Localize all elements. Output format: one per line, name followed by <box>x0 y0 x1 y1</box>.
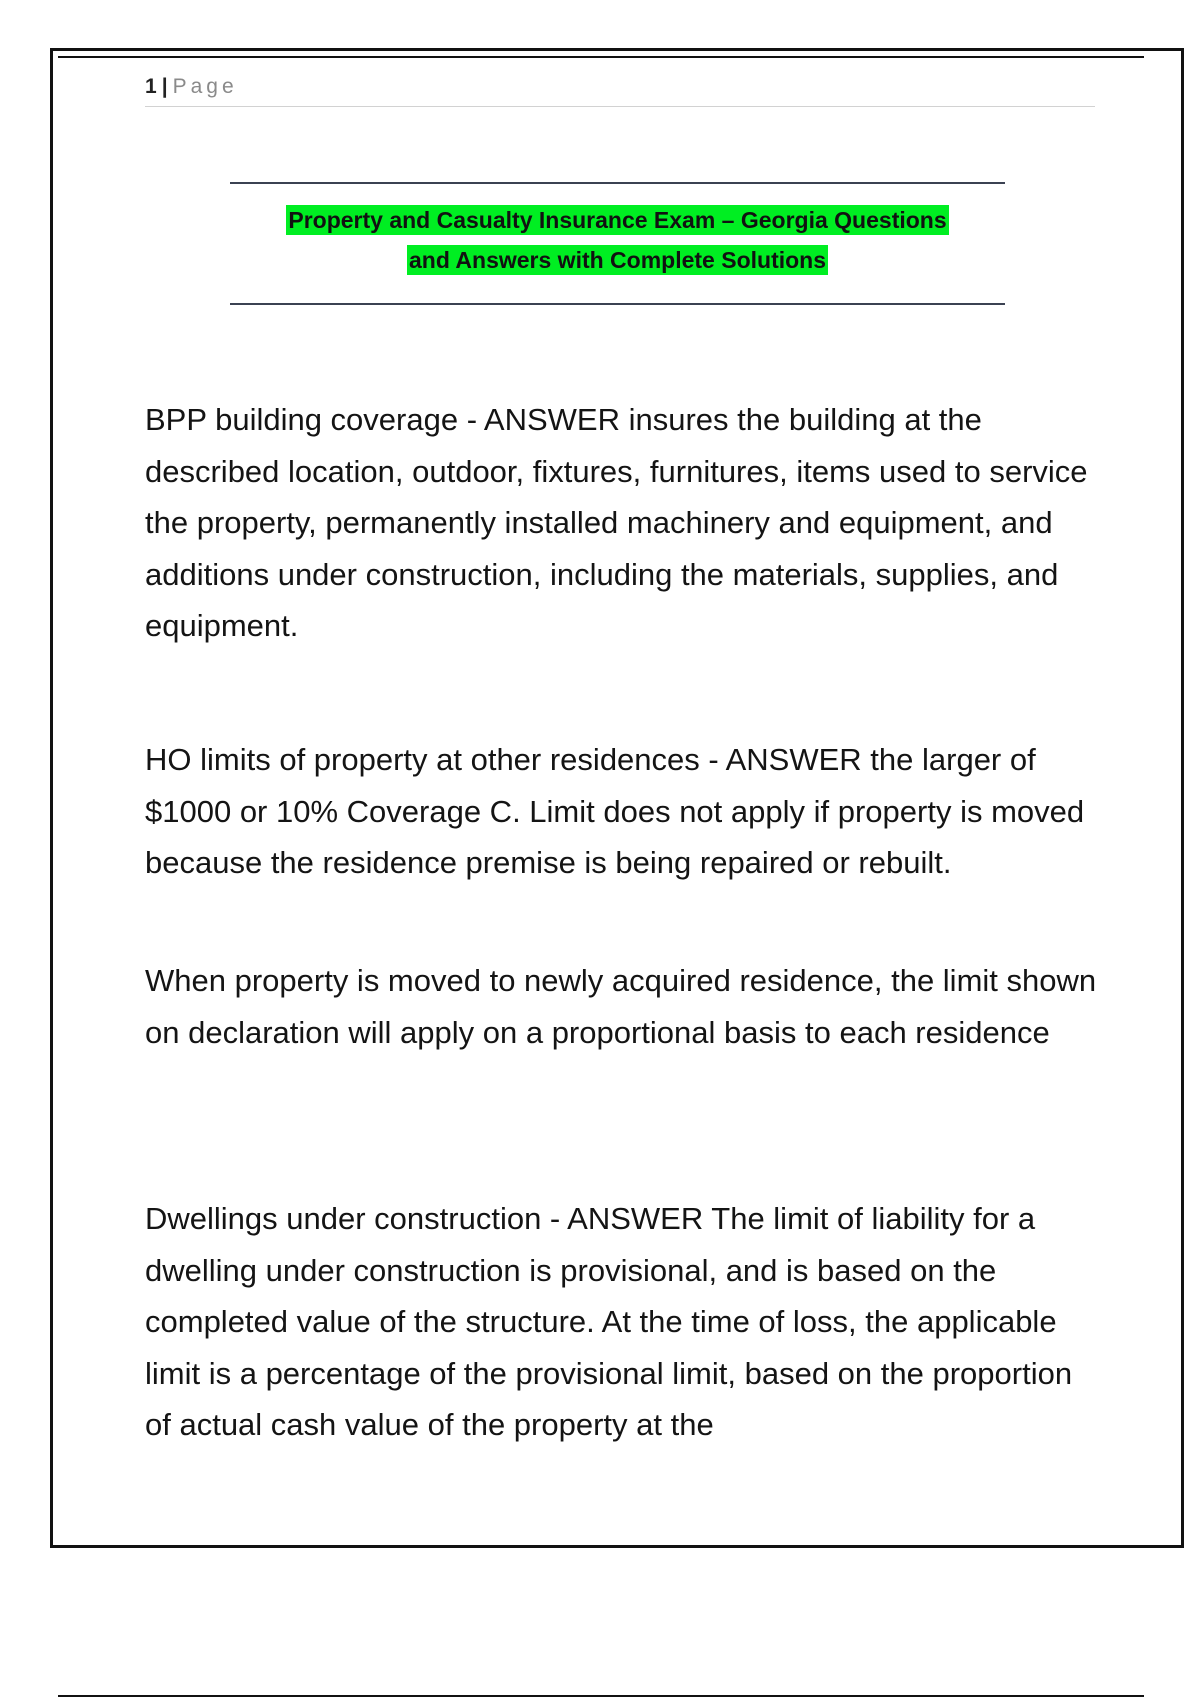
page-separator: | <box>161 75 168 98</box>
page-label: Page <box>172 75 238 98</box>
page-number: 1 <box>145 75 157 98</box>
page-header <box>145 72 1095 107</box>
title-line-1: Property and Casualty Insurance Exam – Georgia Questions <box>288 207 947 233</box>
title-rule-bottom <box>230 303 1005 305</box>
qa-paragraph-newly-acquired-residence: When property is moved to newly acquired residence, the limit shown on declaration will apply on a proportional basis to each residence <box>145 963 1097 1050</box>
qa-paragraph-ho-limits: HO limits of property at other residences - ANSWER the larger of $1000 or 10% Coverage C. Limit does not apply if property is moved because the residence premise is being repaired or rebuilt. <box>145 742 1085 880</box>
title-line-2: and Answers with Complete Solutions <box>408 247 827 273</box>
page-border-inner-line <box>58 56 1144 58</box>
title-rule-top <box>230 182 1005 184</box>
next-page-border-line <box>58 1695 1144 1697</box>
qa-paragraph-bpp-building-coverage: BPP building coverage - ANSWER insures the building at the described location, outdoor, fixtures, furnitures, items used to service the property, permanently installed machinery and equipment, and additions under construction, including the materials, supplies, and equipment. <box>145 402 1088 643</box>
qa-paragraph-dwellings-under-construction: Dwellings under construction - ANSWER The limit of liability for a dwelling under construction is provisional, and is based on the completed value of the structure. At the time of loss, the applicable limit is a percentage of the provisional limit, based on the proportion of actual cash value of the property at the <box>145 1201 1073 1442</box>
document-title <box>230 200 1005 280</box>
